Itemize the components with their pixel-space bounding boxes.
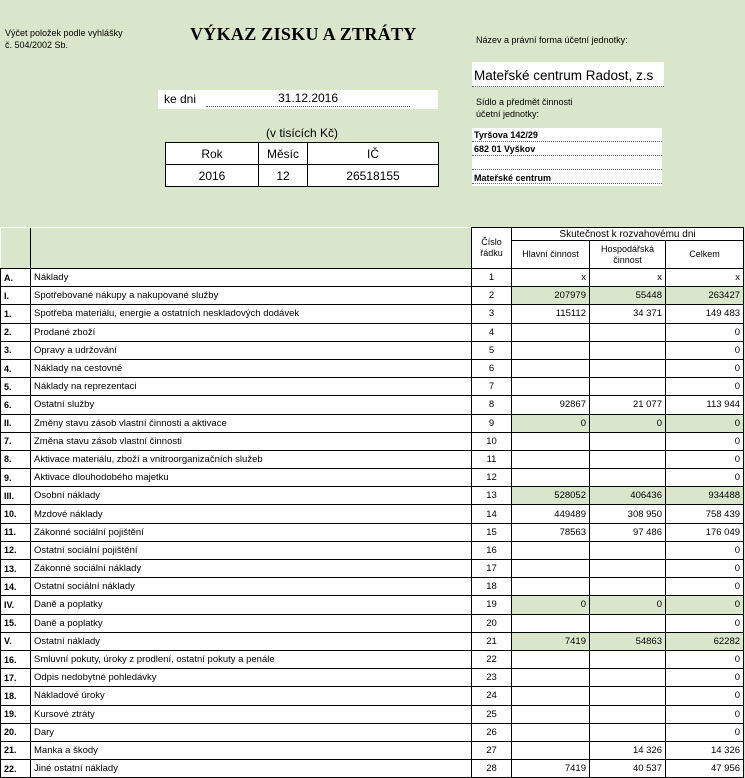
table-row-number: 10 <box>472 432 512 450</box>
table-row-code: 2. <box>1 323 31 341</box>
table-row-name: Změna stavu zásob vlastní činnosti <box>31 432 472 450</box>
table-row-econ-activity <box>590 323 666 341</box>
table-row <box>1 596 744 614</box>
address-line-2: 682 01 Vyškov <box>472 142 662 156</box>
econ-activity-header-line-2: činnost <box>613 254 642 265</box>
table-row-econ-activity <box>590 432 666 450</box>
table-row <box>1 432 744 450</box>
econ-activity-header-line-1: Hospodářská <box>600 243 655 254</box>
table-row-econ-activity <box>590 669 666 687</box>
seat-label-line-2: účetní jednotky: <box>476 109 540 119</box>
table-row-total: 0 <box>666 560 744 578</box>
table-row <box>1 378 744 396</box>
table-row-main-activity <box>512 432 590 450</box>
table-row-main-activity <box>512 650 590 668</box>
table-row-number: 2 <box>472 287 512 305</box>
unit-note: (v tisících Kč) <box>266 126 339 140</box>
table-row-number: 14 <box>472 505 512 523</box>
table-row-econ-activity <box>590 541 666 559</box>
address-line-1: Tyršova 142/29 <box>472 128 662 142</box>
table-row-main-activity <box>512 323 590 341</box>
table-row-code: 13. <box>1 560 31 578</box>
total-header: Celkem <box>666 241 744 269</box>
table-row <box>1 723 744 741</box>
table-row-name: Manka a škody <box>31 741 472 759</box>
table-row-code: 5. <box>1 378 31 396</box>
table-row-total: 0 <box>666 541 744 559</box>
table-row-total: 176 049 <box>666 523 744 541</box>
table-row-name: Aktivace materiálu, zboží a vnitroorganizačních služeb <box>31 450 472 468</box>
table-row <box>1 760 744 778</box>
table-row-number: 6 <box>472 359 512 377</box>
table-row-number: 20 <box>472 614 512 632</box>
table-row-main-activity <box>512 450 590 468</box>
table-row-name: Mzdové náklady <box>31 505 472 523</box>
table-row-total: 0 <box>666 378 744 396</box>
table-row-name: Ostatní sociální pojištění <box>31 541 472 559</box>
header-empty-code <box>1 228 31 269</box>
table-row-main-activity: 115112 <box>512 305 590 323</box>
table-row-main-activity: 0 <box>512 596 590 614</box>
address-line-3 <box>472 156 662 170</box>
econ-activity-header <box>590 241 666 269</box>
table-row-main-activity: 78563 <box>512 523 590 541</box>
table-row-econ-activity: 406436 <box>590 487 666 505</box>
table-row <box>1 705 744 723</box>
table-row-number: 12 <box>472 469 512 487</box>
table-row-econ-activity <box>590 705 666 723</box>
table-row-code: 9. <box>1 469 31 487</box>
table-row-main-activity <box>512 614 590 632</box>
table-row-main-activity <box>512 341 590 359</box>
table-row-total: 0 <box>666 341 744 359</box>
row-number-header-line-1: Číslo <box>481 237 502 247</box>
table-row-main-activity: 7419 <box>512 632 590 650</box>
table-row <box>1 632 744 650</box>
table-row <box>1 505 744 523</box>
table-row <box>1 578 744 596</box>
table-row-code: III. <box>1 487 31 505</box>
table-row-code: 15. <box>1 614 31 632</box>
table-row <box>1 469 744 487</box>
table-row-main-activity <box>512 541 590 559</box>
table-row-econ-activity <box>590 469 666 487</box>
table-row-main-activity: x <box>512 269 590 287</box>
table-row-econ-activity <box>590 650 666 668</box>
table-row-main-activity: 528052 <box>512 487 590 505</box>
table-row <box>1 560 744 578</box>
seat-label-line-1: Sídlo a předmět činnosti <box>476 97 573 107</box>
table-row-code: 14. <box>1 578 31 596</box>
table-row-econ-activity <box>590 614 666 632</box>
table-row-name: Odpis nedobytné pohledávky <box>31 669 472 687</box>
table-row-code: 4. <box>1 359 31 377</box>
table-row-total: 0 <box>666 359 744 377</box>
table-row-number: 1 <box>472 269 512 287</box>
table-row-name: Osobní náklady <box>31 487 472 505</box>
table-row-econ-activity: 34 371 <box>590 305 666 323</box>
address-box <box>472 128 662 186</box>
regulation-line-2: č. 504/2002 Sb. <box>5 40 69 50</box>
table-row <box>1 450 744 468</box>
table-row-name: Smluvní pokuty, úroky z prodlení, ostatní pokuty a penále <box>31 650 472 668</box>
table-row-total: 47 956 <box>666 760 744 778</box>
table-row-main-activity <box>512 741 590 759</box>
table-row <box>1 341 744 359</box>
meta-table <box>165 142 439 187</box>
table-row-econ-activity: 0 <box>590 414 666 432</box>
table-row-main-activity: 449489 <box>512 505 590 523</box>
table-row-econ-activity: x <box>590 269 666 287</box>
row-number-header <box>472 228 512 269</box>
table-row-name: Náklady <box>31 269 472 287</box>
table-row-econ-activity: 54863 <box>590 632 666 650</box>
table-row-number: 26 <box>472 723 512 741</box>
table-row <box>1 305 744 323</box>
table-row-code: 16. <box>1 650 31 668</box>
income-statement-table <box>0 227 744 778</box>
entity-label: Název a právní forma účetní jednotky: <box>476 35 628 45</box>
table-row-econ-activity <box>590 578 666 596</box>
table-row-main-activity <box>512 687 590 705</box>
table-row <box>1 687 744 705</box>
table-row-total: 0 <box>666 614 744 632</box>
table-row-name: Zákonné sociální pojištění <box>31 523 472 541</box>
table-row-code: 18. <box>1 687 31 705</box>
table-row-total: 62282 <box>666 632 744 650</box>
date-label: ke dni <box>164 92 197 106</box>
table-row-code: V. <box>1 632 31 650</box>
table-row-number: 23 <box>472 669 512 687</box>
table-row-name: Zákonné sociální náklady <box>31 560 472 578</box>
table-row-code: 19. <box>1 705 31 723</box>
table-row-code: 22. <box>1 760 31 778</box>
table-row-code: 6. <box>1 396 31 414</box>
table-row-total: 0 <box>666 432 744 450</box>
table-row-number: 27 <box>472 741 512 759</box>
table-row-total: 0 <box>666 723 744 741</box>
table-row-name: Opravy a udržování <box>31 341 472 359</box>
table-row-econ-activity: 21 077 <box>590 396 666 414</box>
table-row-name: Aktivace dlouhodobého majetku <box>31 469 472 487</box>
table-row-main-activity <box>512 560 590 578</box>
table-row-number: 19 <box>472 596 512 614</box>
table-row-code: A. <box>1 269 31 287</box>
table-row <box>1 541 744 559</box>
table-row-econ-activity <box>590 560 666 578</box>
table-row-total: 263427 <box>666 287 744 305</box>
table-row-name: Ostatní služby <box>31 396 472 414</box>
table-row <box>1 287 744 305</box>
table-row-name: Náklady na cestovné <box>31 359 472 377</box>
table-row-total: 0 <box>666 687 744 705</box>
table-row-code: II. <box>1 414 31 432</box>
table-row-name: Změny stavu zásob vlastní činnosti a aktivace <box>31 414 472 432</box>
table-row-total: 758 439 <box>666 505 744 523</box>
table-row-total: 0 <box>666 323 744 341</box>
table-row-main-activity <box>512 469 590 487</box>
table-row-total: 0 <box>666 414 744 432</box>
meta-header-ic: IČ <box>308 143 439 165</box>
table-row-code: 7. <box>1 432 31 450</box>
table-row <box>1 269 744 287</box>
table-row-main-activity: 207979 <box>512 287 590 305</box>
table-row-name: Daně a poplatky <box>31 596 472 614</box>
table-row <box>1 487 744 505</box>
table-row-main-activity: 7419 <box>512 760 590 778</box>
table-row-code: 21. <box>1 741 31 759</box>
table-row-econ-activity: 97 486 <box>590 523 666 541</box>
table-row-main-activity <box>512 669 590 687</box>
table-row <box>1 359 744 377</box>
table-row-econ-activity <box>590 723 666 741</box>
table-row <box>1 614 744 632</box>
table-row-name: Kursové ztráty <box>31 705 472 723</box>
table-row-number: 8 <box>472 396 512 414</box>
meta-ic: 26518155 <box>308 165 439 187</box>
table-row-econ-activity <box>590 359 666 377</box>
table-row-total: 0 <box>666 596 744 614</box>
date-value: 31.12.2016 <box>206 90 410 107</box>
table-row-code: 17. <box>1 669 31 687</box>
table-row-number: 5 <box>472 341 512 359</box>
table-row-main-activity <box>512 359 590 377</box>
table-row-name: Spotřebované nákupy a nakupované služby <box>31 287 472 305</box>
meta-month: 12 <box>259 165 308 187</box>
table-row-code: 11. <box>1 523 31 541</box>
table-row-total: 0 <box>666 705 744 723</box>
seat-label <box>476 96 573 120</box>
table-row-number: 16 <box>472 541 512 559</box>
meta-header-month: Měsíc <box>259 143 308 165</box>
table-row-total: x <box>666 269 744 287</box>
table-row-name: Ostatní náklady <box>31 632 472 650</box>
table-row-total: 0 <box>666 578 744 596</box>
table-row-code: 10. <box>1 505 31 523</box>
table-row <box>1 650 744 668</box>
table-row-econ-activity <box>590 341 666 359</box>
table-row-econ-activity <box>590 378 666 396</box>
table-row-name: Ostatní sociální náklady <box>31 578 472 596</box>
meta-year: 2016 <box>166 165 259 187</box>
table-row-number: 22 <box>472 650 512 668</box>
table-row-econ-activity: 40 537 <box>590 760 666 778</box>
table-row-econ-activity <box>590 450 666 468</box>
table-row-code: 3. <box>1 341 31 359</box>
table-row-number: 13 <box>472 487 512 505</box>
table-row <box>1 741 744 759</box>
table-row-number: 18 <box>472 578 512 596</box>
table-row-code: IV. <box>1 596 31 614</box>
table-row <box>1 523 744 541</box>
group-header: Skutečnost k rozvahovému dni <box>512 228 744 241</box>
table-row-econ-activity <box>590 687 666 705</box>
table-row-name: Nákladové úroky <box>31 687 472 705</box>
table-row-econ-activity: 14 326 <box>590 741 666 759</box>
table-row-econ-activity: 308 950 <box>590 505 666 523</box>
table-row-name: Jiné ostatní náklady <box>31 760 472 778</box>
entity-name: Mateřské centrum Radost, z.s <box>472 62 664 87</box>
table-row <box>1 669 744 687</box>
table-row-main-activity <box>512 578 590 596</box>
regulation-line-1: Výčet položek podle vyhlášky <box>5 28 123 38</box>
table-row-code: 20. <box>1 723 31 741</box>
table-row-total: 113 944 <box>666 396 744 414</box>
row-number-header-line-2: řádku <box>480 248 503 258</box>
header-empty-name <box>31 228 472 269</box>
table-row-code: 12. <box>1 541 31 559</box>
table-row-name: Prodané zboží <box>31 323 472 341</box>
table-row-total: 0 <box>666 469 744 487</box>
table-row-number: 15 <box>472 523 512 541</box>
table-row-main-activity <box>512 723 590 741</box>
table-row-number: 4 <box>472 323 512 341</box>
table-row-total: 149 483 <box>666 305 744 323</box>
date-field <box>158 90 438 109</box>
table-row-total: 0 <box>666 450 744 468</box>
table-row-number: 21 <box>472 632 512 650</box>
table-row-econ-activity: 0 <box>590 596 666 614</box>
page-title: VÝKAZ ZISKU A ZTRÁTY <box>190 24 417 44</box>
table-row-main-activity <box>512 378 590 396</box>
table-row-code: 8. <box>1 450 31 468</box>
table-row-number: 24 <box>472 687 512 705</box>
table-row-total: 0 <box>666 669 744 687</box>
table-row-name: Dary <box>31 723 472 741</box>
table-row-name: Daně a poplatky <box>31 614 472 632</box>
table-row-number: 28 <box>472 760 512 778</box>
table-row-code: 1. <box>1 305 31 323</box>
regulation-note <box>5 27 123 51</box>
table-row <box>1 414 744 432</box>
table-row-number: 3 <box>472 305 512 323</box>
table-row-number: 7 <box>472 378 512 396</box>
table-row-name: Náklady na reprezentaci <box>31 378 472 396</box>
table-row-main-activity <box>512 705 590 723</box>
table-row-total: 0 <box>666 650 744 668</box>
table-row-number: 17 <box>472 560 512 578</box>
table-row-number: 11 <box>472 450 512 468</box>
table-row-name: Spotřeba materiálu, energie a ostatních neskladových dodávek <box>31 305 472 323</box>
table-row <box>1 323 744 341</box>
table-row <box>1 396 744 414</box>
activity-line: Mateřské centrum <box>472 170 662 184</box>
table-row-number: 25 <box>472 705 512 723</box>
table-row-total: 934488 <box>666 487 744 505</box>
table-row-main-activity: 0 <box>512 414 590 432</box>
table-row-main-activity: 92867 <box>512 396 590 414</box>
meta-header-year: Rok <box>166 143 259 165</box>
table-row-econ-activity: 55448 <box>590 287 666 305</box>
table-row-number: 9 <box>472 414 512 432</box>
table-row-code: I. <box>1 287 31 305</box>
main-activity-header: Hlavní činnost <box>512 241 590 269</box>
table-row-total: 14 326 <box>666 741 744 759</box>
